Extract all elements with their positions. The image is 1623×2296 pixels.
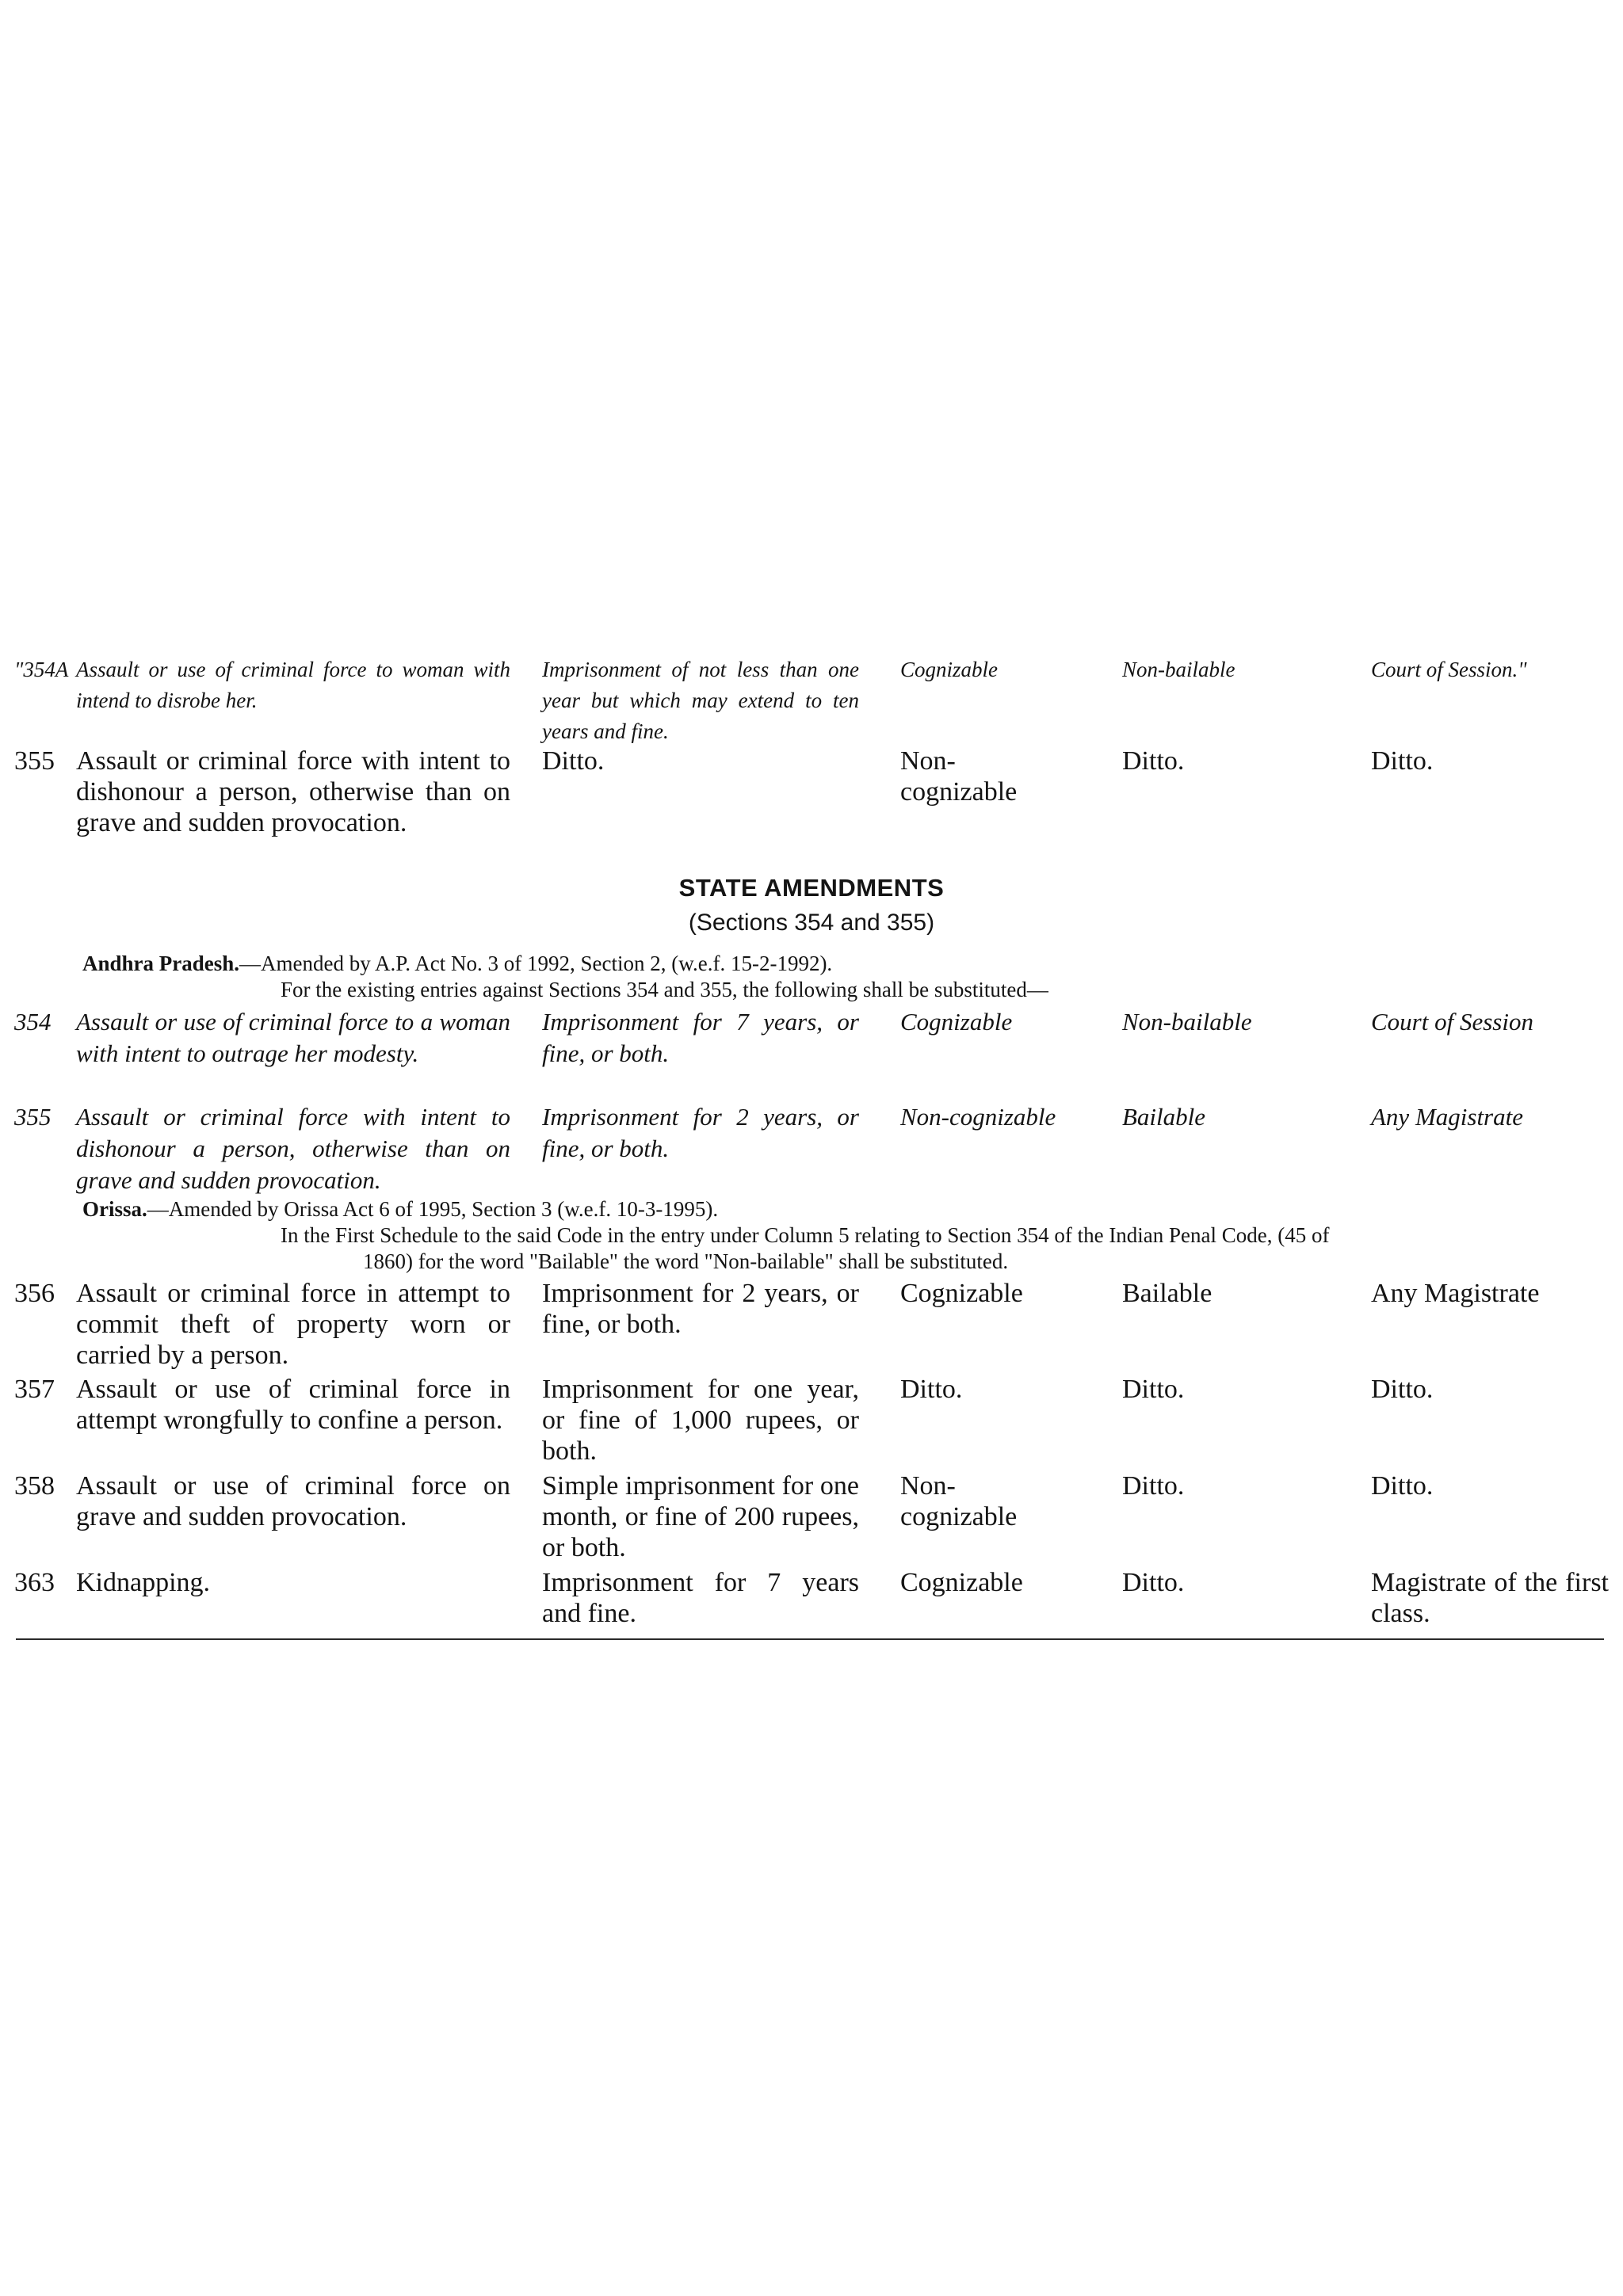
offence-cell: Assault or use of criminal force in attempt wrongfully to confine a person. [76, 1375, 510, 1435]
state-amendments-heading: STATE AMENDMENTS [678, 874, 945, 902]
offence-cell: Assault or criminal force with intent to dishonour a person, otherwise than on grave and sudden provocation. [76, 746, 510, 837]
andhra-pradesh-substitution-text: For the existing entries against Sections 354 and 355, the following shall be substituted— [281, 978, 1048, 1001]
state-amendments-subheading: (Sections 354 and 355) [688, 910, 935, 936]
offence-cell: Assault or criminal force in attempt to commit theft of property worn or carried by a person. [76, 1279, 510, 1370]
orissa-state-name: Orissa. [82, 1197, 147, 1221]
bailable-cell: Ditto. [1122, 1471, 1185, 1501]
section-number: 355 [14, 746, 55, 776]
bottom-rule [16, 1638, 1604, 1640]
cognizable-cell: Cognizable [900, 1008, 1013, 1035]
section-number: 363 [14, 1568, 55, 1597]
andhra-pradesh-state-name: Andhra Pradesh. [82, 952, 240, 975]
section-number: 358 [14, 1471, 55, 1501]
offence-cell: Assault or use of criminal force on grave and sudden provocation. [76, 1471, 510, 1531]
cognizable-cell: Cognizable [900, 1568, 1023, 1597]
section-number: "354A [14, 658, 69, 681]
punishment-cell: Imprisonment for 7 years and fine. [542, 1568, 859, 1628]
court-cell: Magistrate of the first class. [1371, 1568, 1609, 1628]
cognizable-cell: Non-cognizable [900, 1103, 1056, 1131]
cognizable-cell: Non- cognizable [900, 1471, 1018, 1531]
punishment-cell: Imprisonment for 2 years, or fine, or both. [542, 1103, 859, 1162]
bailable-cell: Bailable [1122, 1103, 1206, 1131]
orissa-substitution-text-line2: 1860) for the word "Bailable" the word "Non-bailable" shall be substituted. [363, 1249, 1009, 1273]
bailable-cell: Ditto. [1122, 1568, 1185, 1597]
court-cell: Ditto. [1371, 746, 1434, 776]
section-number: 356 [14, 1279, 55, 1308]
court-cell: Court of Session." [1371, 658, 1527, 681]
court-cell: Any Magistrate [1371, 1103, 1523, 1131]
orissa-substitution-text-line1: In the First Schedule to the said Code in the entry under Column 5 relating to Section 354 of the Indian Penal Code, (45 of [281, 1223, 1330, 1247]
bailable-cell: Non-bailable [1122, 1008, 1252, 1035]
punishment-cell: Imprisonment of not less than one year but which may extend to ten years and fine. [542, 658, 859, 743]
andhra-pradesh-note [82, 951, 832, 977]
offence-cell: Kidnapping. [76, 1568, 211, 1597]
bailable-cell: Non-bailable [1122, 658, 1235, 681]
bailable-cell: Ditto. [1122, 746, 1185, 776]
section-number: 357 [14, 1375, 55, 1404]
punishment-cell: Ditto. [542, 746, 605, 776]
cognizable-cell: Non- cognizable [900, 746, 1018, 807]
offence-cell: Assault or use of criminal force to a woman with intent to outrage her modesty. [76, 1008, 510, 1067]
court-cell: Ditto. [1371, 1471, 1434, 1501]
offence-cell: Assault or use of criminal force to woman with intend to disrobe her. [76, 658, 510, 712]
section-number: 354 [14, 1008, 52, 1035]
punishment-cell: Imprisonment for 7 years, or fine, or both. [542, 1008, 859, 1067]
cognizable-cell: Cognizable [900, 658, 999, 681]
bailable-cell: Ditto. [1122, 1375, 1185, 1404]
orissa-amendment-text: —Amended by Orissa Act 6 of 1995, Section 3 (w.e.f. 10-3-1995). [147, 1197, 719, 1221]
punishment-cell: Imprisonment for 2 years, or fine, or both. [542, 1279, 859, 1339]
andhra-pradesh-amendment-text: —Amended by A.P. Act No. 3 of 1992, Section 2, (w.e.f. 15-2-1992). [239, 952, 833, 975]
section-number: 355 [14, 1103, 52, 1131]
cognizable-cell: Cognizable [900, 1279, 1023, 1308]
court-cell: Any Magistrate [1371, 1279, 1540, 1308]
court-cell: Court of Session [1371, 1008, 1533, 1035]
bailable-cell: Bailable [1122, 1279, 1212, 1308]
punishment-cell: Simple imprisonment for one month, or fine of 200 rupees, or both. [542, 1471, 859, 1562]
offence-cell: Assault or criminal force with intent to dishonour a person, otherwise than on grave and sudden provocation. [76, 1103, 510, 1194]
court-cell: Ditto. [1371, 1375, 1434, 1404]
orissa-note [82, 1196, 718, 1222]
cognizable-cell: Ditto. [900, 1375, 963, 1404]
punishment-cell: Imprisonment for one year, or fine of 1,000 rupees, or both. [542, 1375, 859, 1466]
